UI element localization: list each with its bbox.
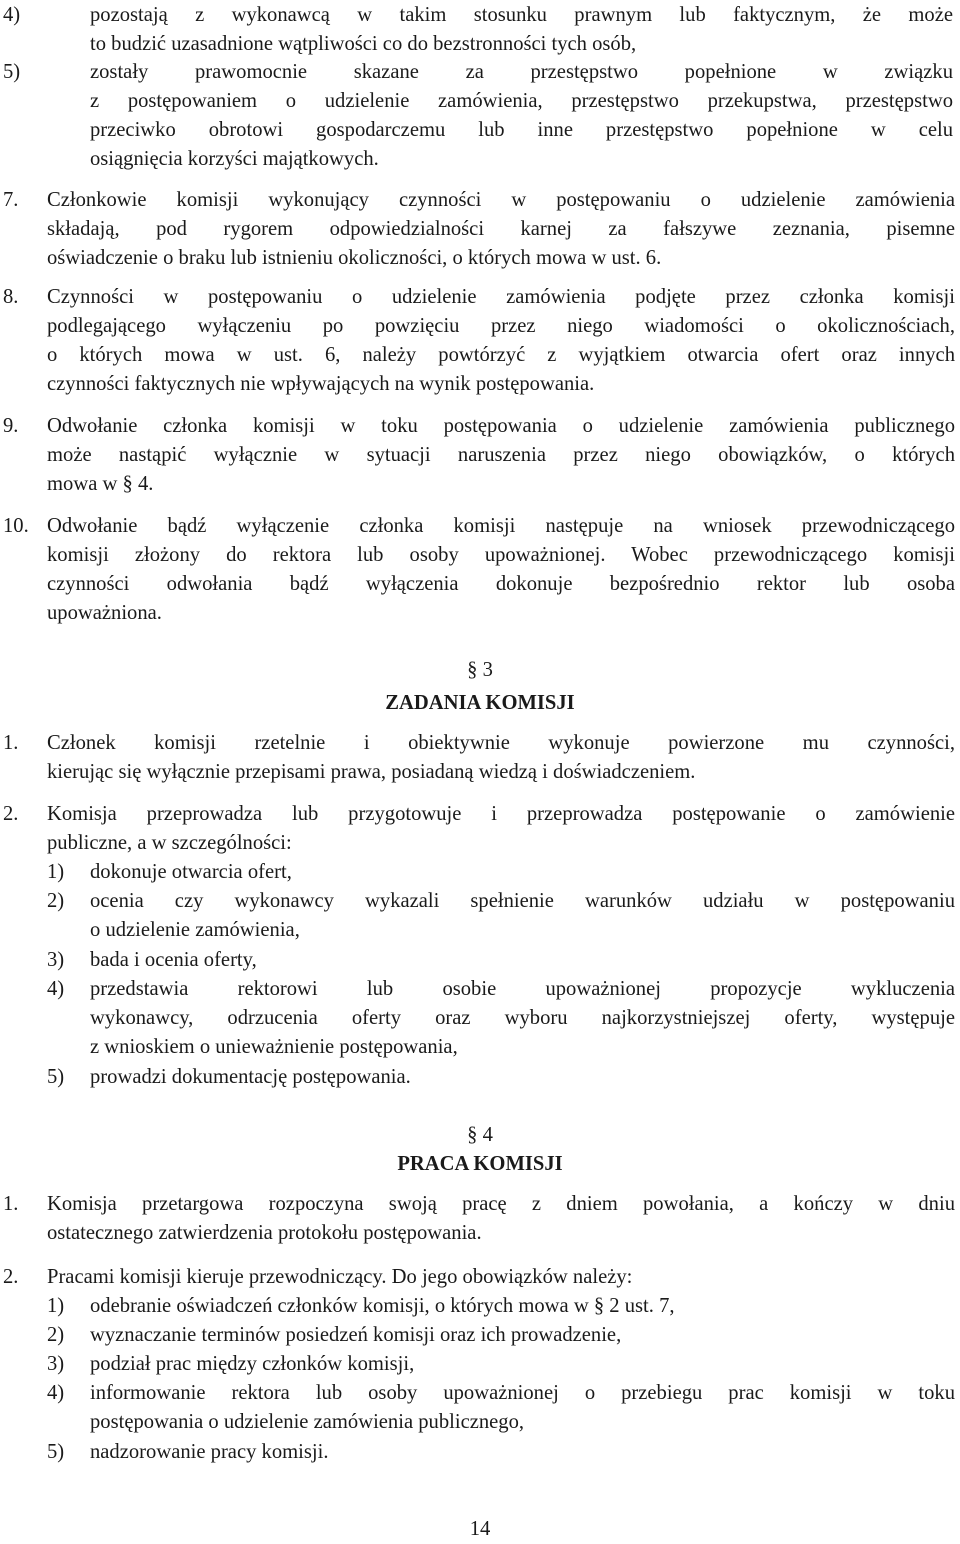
- section-symbol: § 4: [467, 1124, 493, 1146]
- text-line: bada i ocenia oferty,: [90, 949, 257, 971]
- text-line: osiągnięcia korzyści majątkowych.: [90, 148, 379, 170]
- list-number: 4): [47, 1382, 65, 1404]
- text-line: to budzić uzasadnione wątpliwości co do bezstronności tych osób,: [90, 33, 637, 55]
- paragraph-number: 1.: [3, 732, 19, 754]
- paragraph-number: 10.: [3, 515, 29, 537]
- text-line: składają, pod rygorem odpowiedzialności karnej za fałszywe zeznania, pisemne: [47, 218, 955, 240]
- text-line: przedstawia rektorowi lub osobie upoważnionej propozycje wykluczenia: [90, 978, 955, 1000]
- text-line: z wnioskiem o unieważnienie postępowania,: [90, 1036, 458, 1058]
- text-line: Odwołanie bądź wyłączenie członka komisji następuje na wniosek przewodniczącego: [47, 515, 955, 537]
- text-line: Komisja przetargowa rozpoczyna swoją pracę z dniem powołania, a kończy w dniu: [47, 1193, 955, 1215]
- text-line: podział prac między członków komisji,: [90, 1353, 415, 1375]
- paragraph-number: 8.: [3, 286, 19, 308]
- text-line: ostatecznego zatwierdzenia protokołu postępowania.: [47, 1222, 482, 1244]
- text-line: o których mowa w ust. 6, należy powtórzyć z wyjątkiem otwarcia ofert oraz innych: [47, 344, 955, 366]
- text-line: informowanie rektora lub osoby upoważnionej o przebiegu prac komisji w toku: [90, 1382, 955, 1404]
- section-title: ZADANIA KOMISJI: [385, 692, 575, 714]
- text-line: przeciwko obrotowi gospodarczemu lub inne przestępstwo popełnione w celu: [90, 119, 953, 141]
- text-line: Komisja przeprowadza lub przygotowuje i przeprowadza postępowanie o zamówienie: [47, 803, 955, 825]
- text-line: ocenia czy wykonawcy wykazali spełnienie warunków udziału w postępowaniu: [90, 890, 955, 912]
- text-line: Czynności w postępowaniu o udzielenie zamówienia podjęte przez członka komisji: [47, 286, 955, 308]
- paragraph-number: 9.: [3, 415, 19, 437]
- list-number: 5): [47, 1066, 65, 1088]
- paragraph-number: 2.: [3, 1266, 19, 1288]
- list-number: 3): [47, 1353, 65, 1375]
- text-line: podlegającego wyłączeniu po powzięciu przez niego wiadomości o okolicznościach,: [47, 315, 955, 337]
- text-line: mowa w § 4.: [47, 473, 154, 495]
- text-line: kierując się wyłącznie przepisami prawa, posiadaną wiedzą i doświadczeniem.: [47, 761, 696, 783]
- page-number: 14: [469, 1518, 491, 1540]
- text-line: postępowania o udzielenie zamówienia publicznego,: [90, 1411, 525, 1433]
- text-line: czynności odwołania bądź wyłączenia dokonuje bezpośrednio rektor lub osoba: [47, 573, 955, 595]
- text-line: wykonawcy, odrzucenia oferty oraz wyboru najkorzystniejszej oferty, występuje: [90, 1007, 955, 1029]
- text-line: z postępowaniem o udzielenie zamówienia, przestępstwo przekupstwa, przestępstwo: [90, 90, 953, 112]
- text-line: nadzorowanie pracy komisji.: [90, 1441, 329, 1463]
- text-line: może nastąpić wyłącznie w sytuacji naruszenia przez niego obowiązków, o których: [47, 444, 955, 466]
- text-line: pozostają z wykonawcą w takim stosunku prawnym lub faktycznym, że może: [90, 4, 953, 26]
- list-number: 5): [47, 1441, 65, 1463]
- text-line: Członkowie komisji wykonujący czynności w postępowaniu o udzielenie zamówienia: [47, 189, 955, 211]
- text-line: odebranie oświadczeń członków komisji, o których mowa w § 2 ust. 7,: [90, 1295, 675, 1317]
- list-number: 2): [47, 890, 65, 912]
- text-line: Odwołanie członka komisji w toku postępowania o udzielenie zamówienia publicznego: [47, 415, 955, 437]
- list-number: 4): [47, 978, 65, 1000]
- section-symbol: § 3: [467, 659, 493, 681]
- text-line: prowadzi dokumentację postępowania.: [90, 1066, 411, 1088]
- list-number: 4): [3, 4, 21, 26]
- text-line: publiczne, a w szczególności:: [47, 832, 292, 854]
- text-line: dokonuje otwarcia ofert,: [90, 861, 292, 883]
- text-line: Członek komisji rzetelnie i obiektywnie wykonuje powierzone mu czynności,: [47, 732, 955, 754]
- paragraph-number: 1.: [3, 1193, 19, 1215]
- list-number: 3): [47, 949, 65, 971]
- text-line: o udzielenie zamówienia,: [90, 919, 300, 941]
- list-number: 2): [47, 1324, 65, 1346]
- section-title: PRACA KOMISJI: [397, 1153, 563, 1175]
- list-number: 5): [3, 61, 21, 83]
- text-line: upoważniona.: [47, 602, 162, 624]
- text-line: oświadczenie o braku lub istnieniu okoliczności, o których mowa w ust. 6.: [47, 247, 662, 269]
- text-line: Pracami komisji kieruje przewodniczący. Do jego obowiązków należy:: [47, 1266, 633, 1288]
- list-number: 1): [47, 1295, 65, 1317]
- text-line: zostały prawomocnie skazane za przestępstwo popełnione w związku: [90, 61, 953, 83]
- paragraph-number: 7.: [3, 189, 19, 211]
- list-number: 1): [47, 861, 65, 883]
- text-line: czynności faktycznych nie wpływających na wynik postępowania.: [47, 373, 595, 395]
- text-line: wyznaczanie terminów posiedzeń komisji oraz ich prowadzenie,: [90, 1324, 622, 1346]
- text-line: komisji złożony do rektora lub osoby upoważnionej. Wobec przewodniczącego komisji: [47, 544, 955, 566]
- paragraph-number: 2.: [3, 803, 19, 825]
